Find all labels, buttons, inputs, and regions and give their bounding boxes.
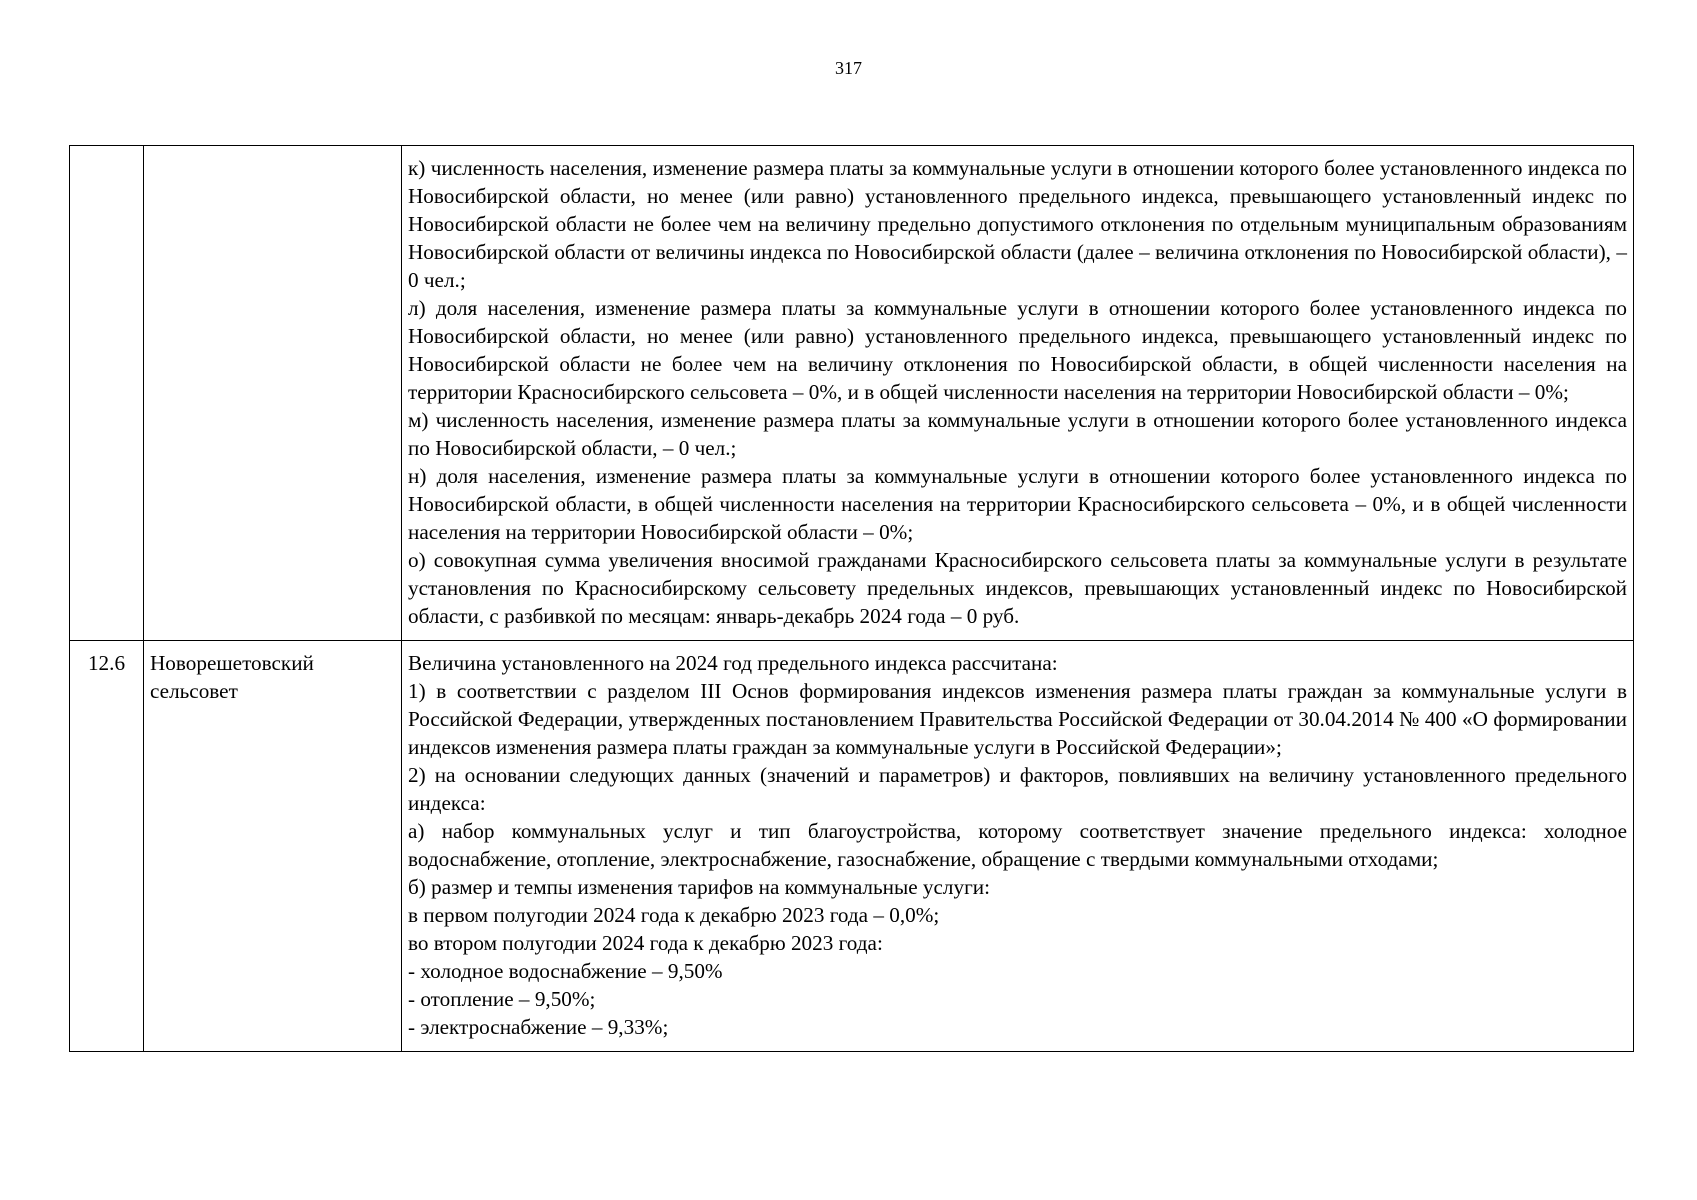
description-cell xyxy=(402,146,1634,641)
municipality-name-cell xyxy=(144,146,402,641)
paragraph: б) размер и темпы изменения тарифов на коммунальные услуги: xyxy=(408,875,991,899)
row-number-cell: 12.6 xyxy=(70,641,144,1052)
paragraph: м) численность населения, изменение размера платы за коммунальные услуги в отношении которого более установленного индекса по Новосибирской области, – 0 чел.; xyxy=(408,408,1627,460)
paragraph: - отопление – 9,50%; xyxy=(408,987,596,1011)
paragraph: о) совокупная сумма увеличения вносимой гражданами Красносибирского сельсовета платы за коммунальные услуги в результате установления по Красносибирскому сельсовету предельных индексов, превышающих установленный индекс по Новосибирской области, с разбивкой по месяцам: январь-декабрь 2024 года – 0 руб. xyxy=(408,548,1627,628)
paragraph: а) набор коммунальных услуг и тип благоустройства, которому соответствует значение предельного индекса: холодное водоснабжение, отопление, электроснабжение, газоснабжение, обращение с твердыми коммунальными отходами; xyxy=(408,819,1627,871)
row-number-cell xyxy=(70,146,144,641)
paragraph: - холодное водоснабжение – 9,50% xyxy=(408,959,723,983)
municipality-name-cell: Новорешетовский сельсовет xyxy=(144,641,402,1052)
paragraph: 2) на основании следующих данных (значений и параметров) и факторов, повлиявших на величину установленного предельного индекса: xyxy=(408,763,1627,815)
page-number: 317 xyxy=(835,58,862,78)
table-row xyxy=(70,146,1634,641)
paragraph: во втором полугодии 2024 года к декабрю 2023 года: xyxy=(408,931,883,955)
paragraph: 1) в соответствии с разделом III Основ формирования индексов изменения размера платы граждан за коммунальные услуги в Российской Федерации, утвержденных постановлением Правительства Российской Федерации от 30.04.2014 № 400 «О формировании индексов изменения размера платы граждан за коммунальные услуги в Российской Федерации»; xyxy=(408,679,1627,759)
document-table xyxy=(69,145,1634,1052)
paragraph: Величина установленного на 2024 год предельного индекса рассчитана: xyxy=(408,651,1058,675)
table-row xyxy=(70,641,1634,1052)
paragraph: л) доля населения, изменение размера платы за коммунальные услуги в отношении которого более установленного индекса по Новосибирской области, но менее (или равно) установленного предельного индекса, превышающего установленный индекс по Новосибирской области не более чем на величину отклонения по Новосибирской области, в общей численности населения на территории Красносибирского сельсовета – 0%, и в общей численности населения на территории Новосибирской области – 0%; xyxy=(408,296,1627,404)
paragraph: н) доля населения, изменение размера платы за коммунальные услуги в отношении которого более установленного индекса по Новосибирской области, в общей численности населения на территории Красносибирского сельсовета – 0%, и в общей численности населения на территории Новосибирской области – 0%; xyxy=(408,464,1627,544)
paragraph: в первом полугодии 2024 года к декабрю 2023 года – 0,0%; xyxy=(408,903,940,927)
paragraph: - электроснабжение – 9,33%; xyxy=(408,1015,669,1039)
description-cell xyxy=(402,641,1634,1052)
paragraph: к) численность населения, изменение размера платы за коммунальные услуги в отношении которого более установленного индекса по Новосибирской области, но менее (или равно) установленного предельного индекса, превышающего установленный индекс по Новосибирской области не более чем на величину предельно допустимого отклонения по отдельным муниципальным образованиям Новосибирской области от величины индекса по Новосибирской области (далее – величина отклонения по Новосибирской области), – 0 чел.; xyxy=(408,156,1627,292)
